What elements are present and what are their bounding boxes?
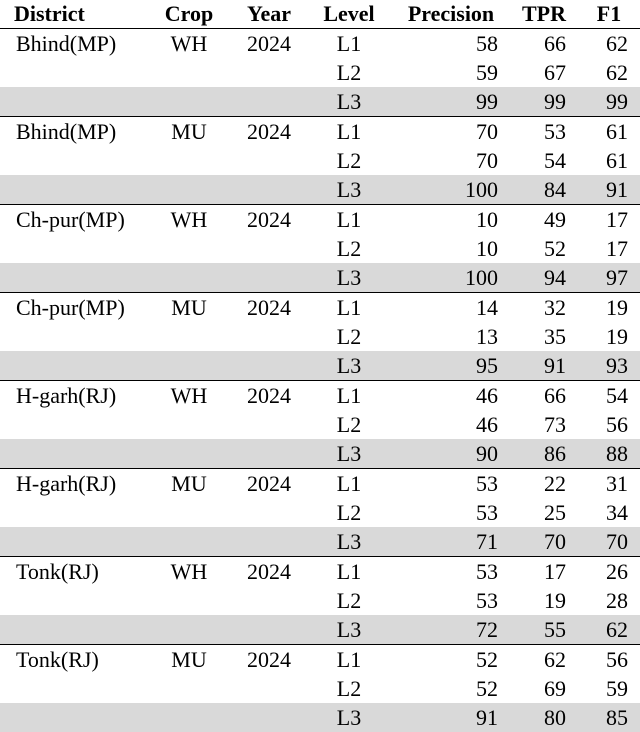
- level-cell: L2: [306, 58, 392, 87]
- f1-cell: 56: [578, 410, 640, 439]
- precision-cell: 95: [392, 351, 510, 381]
- crop-cell: MU: [146, 117, 232, 147]
- precision-cell: 100: [392, 175, 510, 205]
- table-row: [0, 498, 640, 527]
- tpr-cell: 99: [510, 87, 578, 117]
- level-cell: L2: [306, 322, 392, 351]
- level-cell: L3: [306, 439, 392, 469]
- level-cell: L1: [306, 381, 392, 411]
- tpr-cell: 17: [510, 557, 578, 587]
- level-cell: L3: [306, 351, 392, 381]
- level-cell: L2: [306, 410, 392, 439]
- tpr-cell: 66: [510, 29, 578, 59]
- empty-cell: [232, 351, 306, 381]
- f1-cell: 61: [578, 146, 640, 175]
- f1-cell: 19: [578, 322, 640, 351]
- f1-cell: 97: [578, 263, 640, 293]
- district-cell: Tonk(RJ): [0, 557, 146, 587]
- header-precision: Precision: [392, 0, 510, 29]
- precision-cell: 71: [392, 527, 510, 557]
- empty-cell: [146, 527, 232, 557]
- empty-cell: [0, 175, 146, 205]
- empty-cell: [0, 439, 146, 469]
- empty-cell: [232, 703, 306, 732]
- f1-cell: 34: [578, 498, 640, 527]
- district-cell: Ch-pur(MP): [0, 293, 146, 323]
- f1-cell: 99: [578, 87, 640, 117]
- precision-cell: 91: [392, 703, 510, 732]
- level-cell: L3: [306, 175, 392, 205]
- empty-cell: [146, 322, 232, 351]
- table-row: [0, 645, 640, 675]
- precision-cell: 13: [392, 322, 510, 351]
- year-cell: 2024: [232, 645, 306, 675]
- empty-cell: [0, 234, 146, 263]
- f1-cell: 59: [578, 674, 640, 703]
- empty-cell: [232, 175, 306, 205]
- f1-cell: 26: [578, 557, 640, 587]
- table-row: [0, 263, 640, 293]
- year-cell: 2024: [232, 293, 306, 323]
- empty-cell: [232, 439, 306, 469]
- empty-cell: [232, 410, 306, 439]
- level-cell: L2: [306, 146, 392, 175]
- table-row: [0, 205, 640, 235]
- empty-cell: [232, 586, 306, 615]
- table-row: [0, 615, 640, 645]
- precision-cell: 99: [392, 87, 510, 117]
- level-cell: L3: [306, 527, 392, 557]
- empty-cell: [0, 674, 146, 703]
- table-row: [0, 322, 640, 351]
- empty-cell: [0, 58, 146, 87]
- tpr-cell: 73: [510, 410, 578, 439]
- precision-cell: 100: [392, 263, 510, 293]
- header-tpr: TPR: [510, 0, 578, 29]
- tpr-cell: 69: [510, 674, 578, 703]
- tpr-cell: 84: [510, 175, 578, 205]
- tpr-cell: 91: [510, 351, 578, 381]
- empty-cell: [232, 234, 306, 263]
- tpr-cell: 22: [510, 469, 578, 499]
- empty-cell: [0, 322, 146, 351]
- tpr-cell: 49: [510, 205, 578, 235]
- tpr-cell: 94: [510, 263, 578, 293]
- precision-cell: 46: [392, 381, 510, 411]
- f1-cell: 56: [578, 645, 640, 675]
- crop-cell: MU: [146, 293, 232, 323]
- empty-cell: [0, 87, 146, 117]
- level-cell: L1: [306, 469, 392, 499]
- precision-cell: 70: [392, 146, 510, 175]
- f1-cell: 54: [578, 381, 640, 411]
- f1-cell: 31: [578, 469, 640, 499]
- level-cell: L1: [306, 293, 392, 323]
- tpr-cell: 35: [510, 322, 578, 351]
- table-row: [0, 234, 640, 263]
- level-cell: L2: [306, 674, 392, 703]
- year-cell: 2024: [232, 557, 306, 587]
- empty-cell: [0, 146, 146, 175]
- header-row: [0, 0, 640, 29]
- empty-cell: [232, 322, 306, 351]
- f1-cell: 88: [578, 439, 640, 469]
- empty-cell: [0, 527, 146, 557]
- district-cell: Ch-pur(MP): [0, 205, 146, 235]
- header-f1: F1: [578, 0, 640, 29]
- tpr-cell: 67: [510, 58, 578, 87]
- empty-cell: [146, 58, 232, 87]
- level-cell: L2: [306, 234, 392, 263]
- empty-cell: [0, 351, 146, 381]
- district-cell: Bhind(MP): [0, 117, 146, 147]
- precision-cell: 72: [392, 615, 510, 645]
- tpr-cell: 66: [510, 381, 578, 411]
- precision-cell: 70: [392, 117, 510, 147]
- precision-cell: 52: [392, 645, 510, 675]
- crop-cell: MU: [146, 469, 232, 499]
- tpr-cell: 70: [510, 527, 578, 557]
- crop-cell: WH: [146, 557, 232, 587]
- tpr-cell: 32: [510, 293, 578, 323]
- tpr-cell: 53: [510, 117, 578, 147]
- table-row: [0, 469, 640, 499]
- f1-cell: 91: [578, 175, 640, 205]
- empty-cell: [146, 439, 232, 469]
- tpr-cell: 62: [510, 645, 578, 675]
- empty-cell: [146, 263, 232, 293]
- crop-cell: WH: [146, 29, 232, 59]
- precision-cell: 53: [392, 557, 510, 587]
- empty-cell: [232, 527, 306, 557]
- level-cell: L1: [306, 645, 392, 675]
- table-row: [0, 381, 640, 411]
- table-row: [0, 557, 640, 587]
- empty-cell: [0, 263, 146, 293]
- empty-cell: [0, 498, 146, 527]
- table-row: [0, 410, 640, 439]
- crop-cell: MU: [146, 645, 232, 675]
- level-cell: L1: [306, 205, 392, 235]
- empty-cell: [146, 498, 232, 527]
- tpr-cell: 25: [510, 498, 578, 527]
- empty-cell: [146, 410, 232, 439]
- precision-cell: 59: [392, 58, 510, 87]
- table-body: [0, 29, 640, 732]
- empty-cell: [232, 263, 306, 293]
- empty-cell: [146, 586, 232, 615]
- table-row: [0, 175, 640, 205]
- f1-cell: 28: [578, 586, 640, 615]
- empty-cell: [146, 175, 232, 205]
- tpr-cell: 80: [510, 703, 578, 732]
- precision-cell: 53: [392, 498, 510, 527]
- precision-cell: 58: [392, 29, 510, 59]
- empty-cell: [0, 586, 146, 615]
- district-cell: H-garh(RJ): [0, 469, 146, 499]
- table-row: [0, 293, 640, 323]
- empty-cell: [146, 351, 232, 381]
- table-row: [0, 703, 640, 732]
- f1-cell: 62: [578, 29, 640, 59]
- year-cell: 2024: [232, 469, 306, 499]
- year-cell: 2024: [232, 117, 306, 147]
- table-row: [0, 117, 640, 147]
- empty-cell: [232, 58, 306, 87]
- precision-cell: 53: [392, 469, 510, 499]
- year-cell: 2024: [232, 205, 306, 235]
- level-cell: L3: [306, 703, 392, 732]
- precision-cell: 46: [392, 410, 510, 439]
- level-cell: L3: [306, 263, 392, 293]
- header-level: Level: [306, 0, 392, 29]
- precision-cell: 14: [392, 293, 510, 323]
- level-cell: L1: [306, 29, 392, 59]
- district-cell: Bhind(MP): [0, 29, 146, 59]
- empty-cell: [232, 498, 306, 527]
- empty-cell: [146, 674, 232, 703]
- district-cell: Tonk(RJ): [0, 645, 146, 675]
- f1-cell: 17: [578, 234, 640, 263]
- level-cell: L2: [306, 586, 392, 615]
- crop-cell: WH: [146, 381, 232, 411]
- table-row: [0, 439, 640, 469]
- empty-cell: [146, 703, 232, 732]
- f1-cell: 85: [578, 703, 640, 732]
- f1-cell: 62: [578, 615, 640, 645]
- empty-cell: [232, 87, 306, 117]
- precision-cell: 10: [392, 205, 510, 235]
- table-row: [0, 527, 640, 557]
- precision-cell: 53: [392, 586, 510, 615]
- precision-cell: 52: [392, 674, 510, 703]
- empty-cell: [232, 615, 306, 645]
- table-row: [0, 29, 640, 59]
- tpr-cell: 52: [510, 234, 578, 263]
- year-cell: 2024: [232, 29, 306, 59]
- level-cell: L1: [306, 117, 392, 147]
- year-cell: 2024: [232, 381, 306, 411]
- crop-cell: WH: [146, 205, 232, 235]
- tpr-cell: 86: [510, 439, 578, 469]
- tpr-cell: 19: [510, 586, 578, 615]
- table-row: [0, 146, 640, 175]
- level-cell: L3: [306, 87, 392, 117]
- level-cell: L1: [306, 557, 392, 587]
- table-row: [0, 58, 640, 87]
- table-row: [0, 87, 640, 117]
- tpr-cell: 54: [510, 146, 578, 175]
- f1-cell: 19: [578, 293, 640, 323]
- level-cell: L3: [306, 615, 392, 645]
- f1-cell: 70: [578, 527, 640, 557]
- empty-cell: [0, 703, 146, 732]
- district-cell: H-garh(RJ): [0, 381, 146, 411]
- empty-cell: [0, 615, 146, 645]
- table-header: [0, 0, 640, 29]
- f1-cell: 62: [578, 58, 640, 87]
- table-row: [0, 586, 640, 615]
- f1-cell: 17: [578, 205, 640, 235]
- empty-cell: [146, 87, 232, 117]
- level-cell: L2: [306, 498, 392, 527]
- tpr-cell: 55: [510, 615, 578, 645]
- f1-cell: 61: [578, 117, 640, 147]
- header-crop: Crop: [146, 0, 232, 29]
- precision-cell: 90: [392, 439, 510, 469]
- header-year: Year: [232, 0, 306, 29]
- table-row: [0, 351, 640, 381]
- empty-cell: [146, 615, 232, 645]
- f1-cell: 93: [578, 351, 640, 381]
- empty-cell: [0, 410, 146, 439]
- precision-cell: 10: [392, 234, 510, 263]
- header-district: District: [0, 0, 146, 29]
- empty-cell: [146, 146, 232, 175]
- empty-cell: [232, 674, 306, 703]
- empty-cell: [146, 234, 232, 263]
- empty-cell: [232, 146, 306, 175]
- table-row: [0, 674, 640, 703]
